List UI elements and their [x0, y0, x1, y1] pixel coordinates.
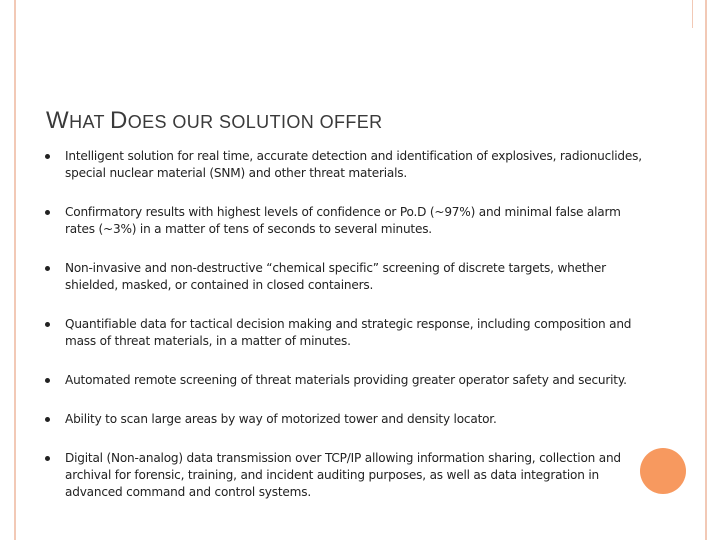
- bullet-list: [44, 148, 644, 501]
- bullet-dot-icon: [45, 210, 50, 215]
- bullet-dot-icon: [45, 456, 50, 461]
- bullet-text: Ability to scan large areas by way of motorized tower and density locator.: [65, 412, 497, 426]
- title-part-rest: OES OUR SOLUTION OFFER: [127, 112, 383, 132]
- bullet-dot-icon: [45, 417, 50, 422]
- bullet-text: Confirmatory results with highest levels of confidence or Po.D (~97%) and minimal false alarm rates (~3%) in a matter of tens of seconds to several minutes.: [65, 205, 621, 236]
- bullet-dot-icon: [45, 378, 50, 383]
- bullet-item: [44, 204, 644, 238]
- bullet-dot-icon: [45, 322, 50, 327]
- title-cap-w: W: [46, 107, 70, 134]
- bullet-item: [44, 450, 644, 501]
- bullet-item: [44, 411, 644, 428]
- corner-rule: [692, 0, 693, 28]
- bullet-text: Non-invasive and non-destructive “chemical specific” screening of discrete targets, whether shielded, masked, or contained in closed containers.: [65, 261, 606, 292]
- title-part-hat: HAT: [69, 112, 111, 132]
- bullet-item: [44, 316, 644, 350]
- bullet-text: Quantifiable data for tactical decision making and strategic response, including composition and mass of threat materials, in a matter of minutes.: [65, 317, 632, 348]
- bullet-text: Intelligent solution for real time, accurate detection and identification of explosives, radionuclides, special nuclear material (SNM) and other threat materials.: [65, 149, 642, 180]
- slide-title: [46, 107, 383, 135]
- bullet-text: Digital (Non-analog) data transmission over TCP/IP allowing information sharing, collection and archival for forensic, training, and incident auditing purposes, as well as data integration in advanced command and control systems.: [65, 451, 621, 499]
- decorative-circle: [640, 448, 686, 494]
- bullet-dot-icon: [45, 154, 50, 159]
- bullet-item: [44, 148, 644, 182]
- bullet-item: [44, 372, 644, 389]
- bullet-dot-icon: [45, 266, 50, 271]
- bullet-item: [44, 260, 644, 294]
- bullet-text: Automated remote screening of threat materials providing greater operator safety and security.: [65, 373, 627, 387]
- title-cap-d: D: [110, 107, 128, 134]
